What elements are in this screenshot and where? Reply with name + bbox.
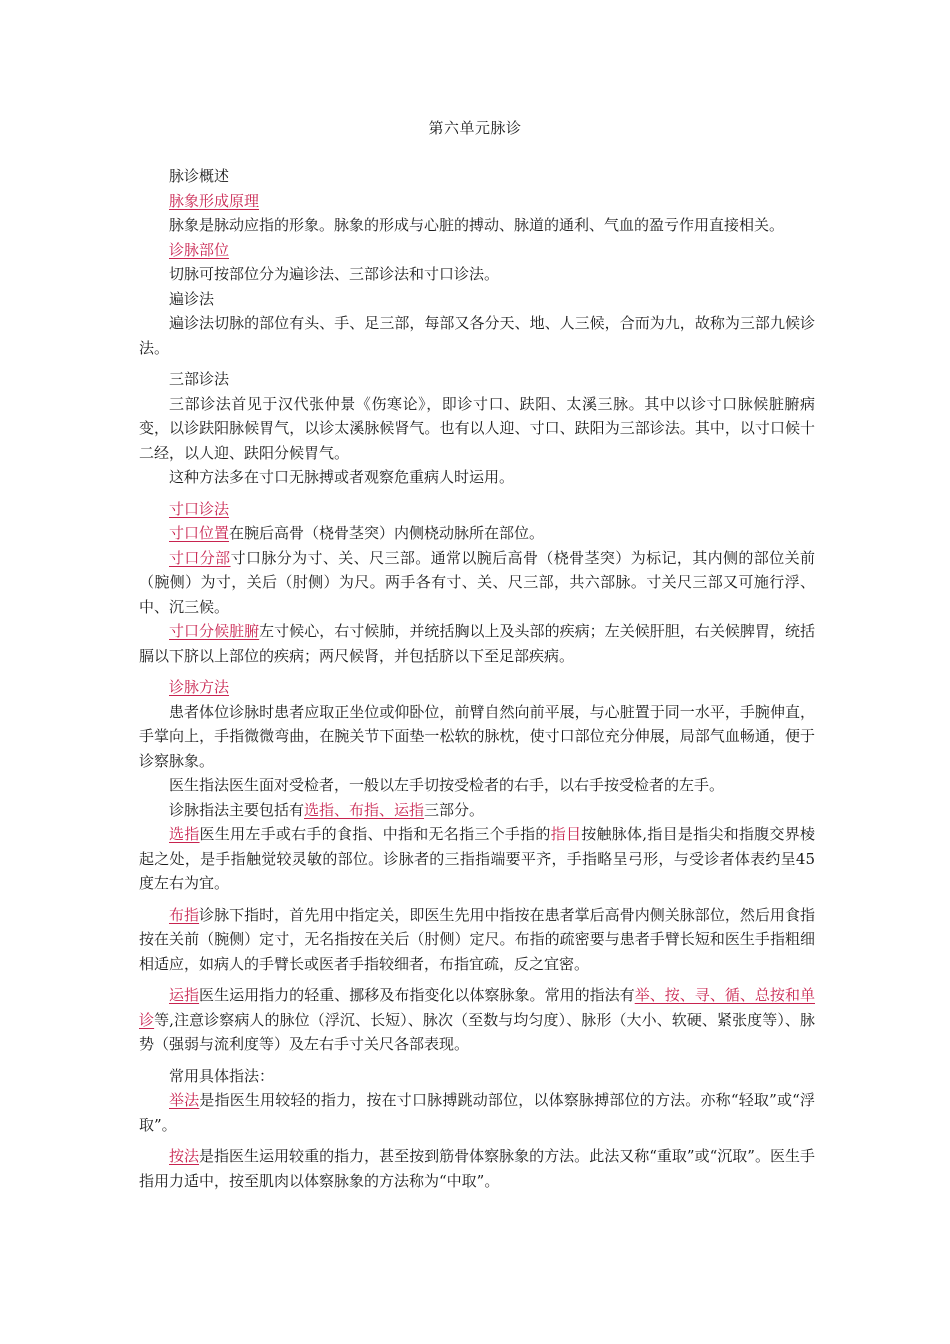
heading-pulse-location <box>139 238 815 263</box>
link-move-finger[interactable]: 运指 <box>169 986 200 1004</box>
paragraph-general-method: 遍诊法切脉的部位有头、手、足三部，每部又各分天、地、人三候，合而为九，故称为三部九候诊法。 <box>139 314 815 357</box>
paragraph-move-finger: 运指医生运用指力的轻重、挪移及布指变化以体察脉象。常用的指法有举、按、寻、循、总按和单诊等,注意诊察病人的脉位（浮沉、长短）、脉次（至数与均匀度）、脉形（大小、软硬、紧张度等）、脉势（强弱与流利度等）及左右手寸关尺各部表现。 <box>139 986 815 1053</box>
paragraph-finger-technique: 诊脉指法主要包括有选指、布指、运指三部分。 <box>169 800 485 819</box>
paragraph-cunkou-division <box>139 546 815 620</box>
link-place-finger[interactable]: 布指 <box>169 905 200 924</box>
link-pulse-location[interactable]: 诊脉部位 <box>169 240 230 259</box>
document-body <box>139 164 815 1193</box>
heading-pulse-principle <box>139 189 815 214</box>
paragraph-press-method: 按法是指医生运用较重的指力，甚至按到筋骨体察脉象的方法。此法又称“重取”或“沉取”。医生手指用力适中，按至肌肉以体察脉象的方法称为“中取”。 <box>139 1147 815 1190</box>
paragraph-usage-note: 这种方法多在寸口无脉搏或者观察危重病人时运用。 <box>169 468 515 486</box>
link-press-method[interactable]: 按法 <box>169 1147 200 1165</box>
heading-three-part-method: 三部诊法 <box>169 370 230 388</box>
paragraph-doctor-technique: 医生指法医生面对受检者，一般以左手切按受检者的右手，以右手按受检者的左手。 <box>169 776 725 794</box>
text-cunkou-division: 寸口脉分为寸、关、尺三部。通常以腕后高骨（桡骨茎突）为标记，其内侧的部位关前（腕侧）为寸，关后（肘侧）为尺。两手各有寸、关、尺三部，共六部脉。寸关尺三部又可施行浮、中、沉三候。 <box>139 548 815 616</box>
paragraph-cunkou-position <box>139 521 815 546</box>
paragraph-select-finger: 选指医生用左手或右手的食指、中指和无名指三个手指的指目按触脉体,指目是指尖和指腹交界棱起之处，是手指触觉较灵敏的部位。诊脉者的三指指端要平齐，手指略呈弓形，与受诊者体表约呈45度左右为宜。 <box>139 825 815 892</box>
highlight-finger-eye: 指目 <box>550 825 582 843</box>
paragraph-lift-method: 举法是指医生用较轻的指力，按在寸口脉搏跳动部位，以体察脉搏部位的方法。亦称“轻取”或“浮取”。 <box>139 1091 815 1134</box>
paragraph-pulse-principle: 脉象是脉动应指的形象。脉象的形成与心脏的搏动、脉道的通利、气血的盈亏作用直接相关。 <box>169 216 785 234</box>
paragraph-common-methods: 常用具体指法： <box>169 1066 275 1085</box>
heading-cunkou-method <box>139 497 815 522</box>
paragraph-pulse-location: 切脉可按部位分为遍诊法、三部诊法和寸口诊法。 <box>169 265 500 283</box>
link-cunkou-organs[interactable]: 寸口分候脏腑 <box>169 622 260 640</box>
link-select-finger[interactable]: 选指 <box>169 825 200 843</box>
link-finger-methods[interactable]: 举、按、寻、循、总按和单诊 <box>139 986 815 1029</box>
text-cunkou-organs: 左寸候心，右寸候肺，并统括胸以上及头部的疾病；左关候肝胆，右关候脾胃，统括膈以下脐以上部位的疾病；两尺候肾，并包括脐以下至足部疾病。 <box>139 622 815 665</box>
link-pulse-method[interactable]: 诊脉方法 <box>169 678 230 696</box>
link-cunkou-method[interactable]: 寸口诊法 <box>169 499 230 518</box>
heading-overview: 脉诊概述 <box>169 167 230 185</box>
page-title: 第六单元脉诊 <box>428 119 522 137</box>
heading-pulse-method <box>139 675 815 700</box>
link-finger-steps[interactable]: 选指、布指、运指 <box>304 800 425 819</box>
paragraph-place-finger: 布指诊脉下指时，首先用中指定关，即医生先用中指按在患者掌后高骨内侧关脉部位，然后用食指按在关前（腕侧）定寸，无名指按在关后（肘侧）定尺。布指的疏密要与患者手臂长短和医生手指粗细相适应，如病人的手臂长或医者手指较细者，布指宜疏，反之宜密。 <box>139 905 815 973</box>
link-pulse-principle[interactable]: 脉象形成原理 <box>169 191 260 210</box>
link-cunkou-position[interactable]: 寸口位置 <box>169 524 230 542</box>
paragraph-patient-position: 患者体位诊脉时患者应取正坐位或仰卧位，前臂自然向前平展，与心脏置于同一水平，手腕伸直，手掌向上，手指微微弯曲，在腕关节下面垫一松软的脉枕，使寸口部位充分伸展，局部气血畅通，便于诊察脉象。 <box>139 702 815 770</box>
paragraph-three-part-method: 三部诊法首见于汉代张仲景《伤寒论》，即诊寸口、趺阳、太溪三脉。其中以诊寸口脉候脏腑病变，以诊趺阳脉候胃气，以诊太溪脉候肾气。也有以人迎、寸口、趺阳为三部诊法。其中，以寸口候十二经，以人迎、趺阳分候胃气。 <box>139 394 815 462</box>
paragraph-cunkou-organs <box>139 619 815 668</box>
link-cunkou-division[interactable]: 寸口分部 <box>169 548 231 567</box>
link-lift-method[interactable]: 举法 <box>169 1091 200 1109</box>
heading-general-method: 遍诊法 <box>169 289 215 308</box>
text-cunkou-position: 在腕后高骨（桡骨茎突）内侧桡动脉所在部位。 <box>229 524 545 542</box>
